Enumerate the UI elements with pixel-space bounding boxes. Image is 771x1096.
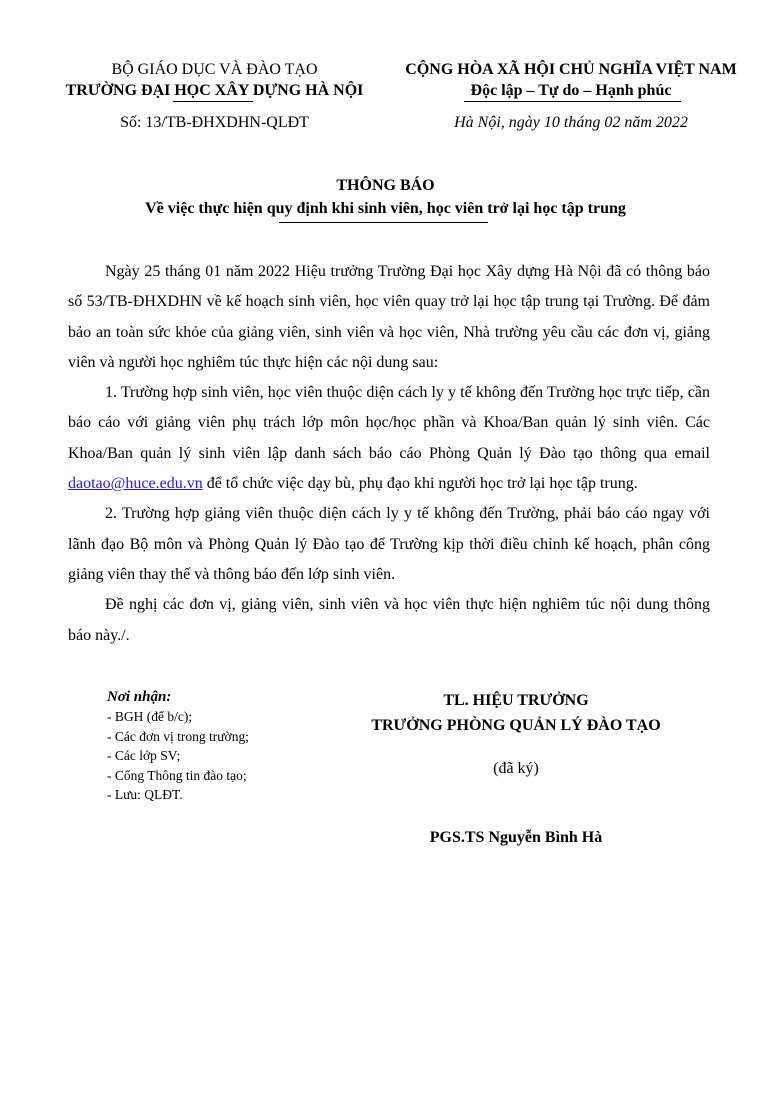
document-number: Số: 13/TB-ĐHXDHN-QLĐT — [120, 114, 309, 131]
signature-authority: TL. HIỆU TRƯỞNG — [443, 692, 589, 709]
recipient-item: - BGH (để b/c); — [107, 709, 193, 725]
email-link[interactable]: daotao@huce.edu.vn — [68, 475, 203, 493]
document-body — [68, 257, 710, 651]
paragraph-closing: Đề nghị các đơn vị, giảng viên, sinh viên và học viên thực hiện nghiêm túc nội dung thông báo này./. — [68, 596, 710, 644]
issuer-underline — [173, 101, 253, 102]
motto-underline — [464, 101, 681, 102]
university-name: TRƯỜNG ĐẠI HỌC XÂY DỰNG HÀ NỘI — [65, 82, 364, 99]
recipient-item: - Lưu: QLĐT. — [107, 787, 183, 803]
paragraph-intro: Ngày 25 tháng 01 năm 2022 Hiệu trưởng Trường Đại học Xây dựng Hà Nội đã có thông báo số 53/TB-ĐHXDHN về kế hoạch sinh viên, học viên quay trở lại học tập trung tại Trường. Để đảm bảo an toàn sức khỏe của giảng viên, sinh viên và học viên, Nhà trường yêu cầu các đơn vị, giảng viên và người học nghiêm túc thực hiện các nội dung sau: — [68, 263, 710, 371]
document-title: THÔNG BÁO — [336, 177, 435, 194]
ministry-name: BỘ GIÁO DỤC VÀ ĐÀO TẠO — [111, 61, 318, 78]
national-motto-block — [395, 59, 747, 101]
subject-underline — [279, 222, 488, 223]
paragraph-item-1-text: 1. Trường hợp sinh viên, học viên thuộc diện cách ly y tế không đến Trường học trực tiếp, cần báo cáo với giảng viên phụ trách lớp môn học/học phần và Khoa/Ban quản lý sinh viên. Các Khoa/Ban quản lý sinh viên lập danh sách báo cáo Phòng Quản lý Đào tạo thông qua email — [68, 384, 710, 462]
paragraph-item-1-text-end: để tổ chức việc dạy bù, phụ đạo khi người học trở lại học tập trung. — [202, 475, 638, 493]
paragraph-item-2: 2. Trường hợp giảng viên thuộc diện cách ly y tế không đến Trường, phải báo cáo ngay với lãnh đạo Bộ môn và Phòng Quản lý Đào tạo để Trường kịp thời điều chỉnh kế hoạch, phân công giảng viên thay thế và thông báo đến lớp sinh viên. — [68, 505, 710, 583]
issuer-block — [52, 59, 377, 101]
recipient-item: - Các lớp SV; — [107, 748, 181, 764]
paragraph-item-1 — [68, 378, 710, 499]
place-date: Hà Nội, ngày 10 tháng 02 năm 2022 — [454, 114, 688, 131]
signer-name: PGS.TS Nguyễn Bình Hà — [429, 829, 603, 846]
recipients-heading: Nơi nhận: — [107, 689, 172, 705]
recipient-item: - Các đơn vị trong trường; — [107, 728, 249, 744]
signed-note: (đã ký) — [493, 760, 539, 777]
signature-title: TRƯỞNG PHÒNG QUẢN LÝ ĐÀO TẠO — [371, 717, 661, 734]
recipients-block — [107, 688, 357, 804]
recipients-list — [107, 707, 357, 804]
recipient-item: - Cổng Thông tin đào tạo; — [107, 767, 247, 783]
national-motto: Độc lập – Tự do – Hạnh phúc — [470, 82, 672, 99]
signature-block — [346, 688, 686, 738]
country-name: CỘNG HÒA XÃ HỘI CHỦ NGHĨA VIỆT NAM — [405, 61, 737, 78]
document-subject: Về việc thực hiện quy định khi sinh viên, học viên trở lại học tập trung — [145, 200, 626, 217]
